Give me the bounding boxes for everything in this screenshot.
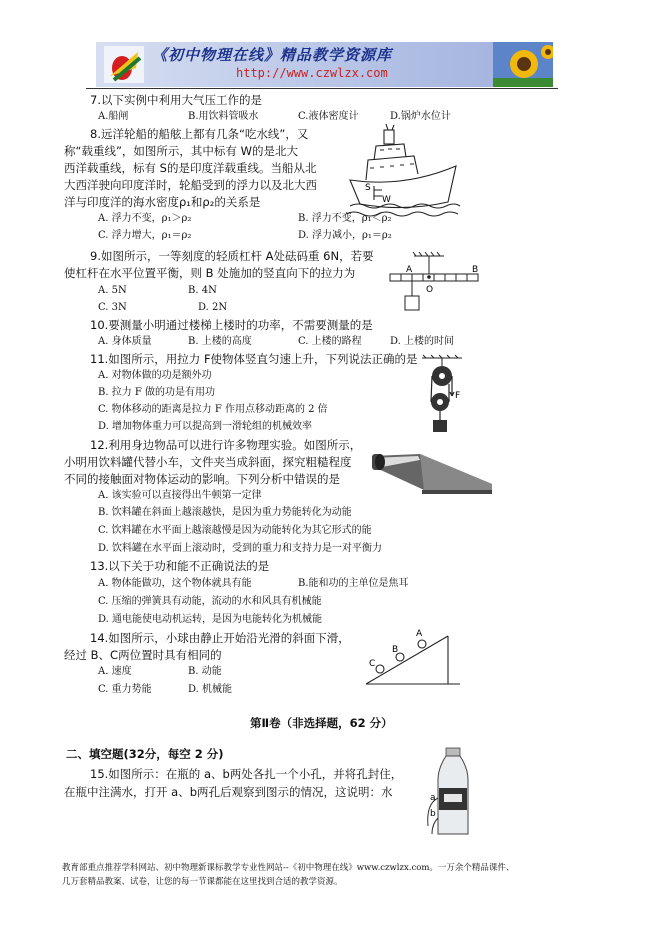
q8-line2: 称“载重线”，如图所示，其中标有 W的是北大 (64, 144, 298, 158)
bottle-figure (424, 746, 494, 838)
q14-option-a: A. 速度 (98, 666, 132, 677)
q8-line1: 8.远洋轮船的船舷上都有几条“吃水线”，又 (90, 127, 309, 141)
q13-option-d: D. 通电能使电动机运转，是因为电能转化为机械能 (98, 614, 323, 625)
q8-option-b: B. 浮力不变，ρ₁＜ρ₂ (298, 213, 392, 224)
q11-stem: 11.如图所示，用拉力 F使物体竖直匀速上升，下列说法正确的是 (90, 352, 418, 366)
pulley-label-f: F (455, 391, 461, 401)
q12-line2: 小明用饮料罐代替小车，文件夹当成斜面，探究粗糙程度 (64, 455, 352, 469)
lever-label-b: B (472, 265, 479, 275)
q7-option-a: A.船闸 (98, 111, 129, 122)
q12-option-d: D. 饮料罐在水平面上滚动时，受到的重力和支持力是一对平衡力 (98, 543, 383, 554)
q13-stem: 13.以下关于功和能不正确说法的是 (90, 559, 270, 573)
q9-option-d: D. 2N (198, 302, 228, 313)
q8-option-a: A. 浮力不变，ρ₁＞ρ₂ (98, 213, 192, 224)
q14-line2: 经过 B、C两位置时具有相同的 (64, 648, 222, 662)
q14-option-b: B. 动能 (188, 666, 222, 677)
q8-option-c: C. 浮力增大，ρ₁＝ρ₂ (98, 230, 192, 241)
q7-stem: 7.以下实例中利用大气压工作的是 (90, 93, 262, 107)
q13-option-a: A. 物体能做功，这个物体就具有能 (98, 578, 252, 589)
q9-line2: 使杠杆在水平位置平衡，则 B 处施加的竖直向下的拉力为 (64, 266, 356, 280)
slope-label-b: B (392, 645, 399, 655)
q10-option-d: D. 上楼的时间 (390, 336, 455, 347)
q11-option-a: A. 对物体做的功是额外功 (98, 370, 212, 381)
lever-figure (384, 250, 494, 320)
lever-label-o: O (426, 285, 434, 295)
q12-option-a: A. 该实验可以直接得出牛顿第一定律 (98, 490, 262, 501)
q12-line3: 不同的接触面对物体运动的影响。下列分析中错误的是 (64, 472, 340, 486)
q11-option-d: D. 增加物体重力可以提高到一滑轮组的机械效率 (98, 421, 313, 432)
sunflower-icon (493, 42, 553, 87)
q7-option-b: B.用饮料管吸水 (188, 111, 259, 122)
q11-option-c: C. 物体移动的距离是拉力 F 作用点移动距离的 2 倍 (98, 404, 328, 415)
banner-title: 《初中物理在线》精品教学资源库 (152, 46, 393, 64)
ship-figure (344, 122, 462, 222)
q8-line4: 大西洋驶向印度洋时，轮船受到的浮力以及北大西 (64, 178, 317, 192)
q10-option-a: A. 身体质量 (98, 336, 152, 347)
q9-line1: 9.如图所示，一等刻度的轻质杠杆 A处砝码重 6N，若要 (90, 249, 374, 263)
fill-blank-section-title: 二、填空题(32分，每空 2 分) (66, 747, 224, 761)
slope-balls-figure (360, 622, 464, 688)
slope-label-c: C (369, 659, 376, 669)
header-rule (86, 88, 558, 89)
q13-option-b: B.能和功的主单位是焦耳 (298, 578, 409, 589)
ship-label-w: W (382, 195, 391, 205)
q12-option-c: C. 饮料罐在水平面上越滚越慢是因为动能转化为其它形式的能 (98, 525, 372, 536)
q10-stem: 10.要测量小明通过楼梯上楼时的功率，不需要测量的是 (90, 318, 373, 332)
bottle-label-b: b (430, 809, 436, 819)
q15-line1: 15.如图所示：在瓶的 a、b两处各扎一个小孔，并将孔封住， (90, 767, 403, 781)
can-incline-figure (364, 446, 500, 498)
slope-label-a: A (416, 629, 423, 639)
q15-line2: 在瓶中注满水，打开 a、b两孔后观察到图示的情况，这说明：水 (64, 785, 393, 799)
q11-option-b: B. 拉力 F 做的功是有用功 (98, 387, 216, 398)
q8-option-d: D. 浮力减小，ρ₁＝ρ₂ (298, 230, 392, 241)
lever-label-a: A (406, 265, 413, 275)
q8-line3: 西洋载重线，标有 S的是印度洋载重线。当船从北 (64, 161, 317, 175)
footer-line1: 教育部重点推荐学科网站、初中物理新课标教学专业性网站--《初中物理在线》www.czwlzx.com。一万余个精品课件、 (62, 863, 515, 873)
bottle-label-a: a (430, 793, 436, 803)
q13-option-c: C. 压缩的弹簧具有动能，流动的水和风具有机械能 (98, 596, 322, 607)
pulley-figure (418, 354, 466, 440)
part2-title: 第Ⅱ卷（非选择题，62 分） (250, 716, 393, 730)
q7-option-d: D.锅炉水位计 (390, 111, 451, 122)
q14-option-d: D. 机械能 (188, 684, 233, 695)
q12-option-b: B. 饮料罐在斜面上越滚越快，是因为重力势能转化为动能 (98, 507, 352, 518)
q14-line1: 14.如图所示，小球由静止开始沿光滑的斜面下滑， (90, 631, 350, 645)
q7-option-c: C.液体密度计 (298, 111, 359, 122)
q14-option-c: C. 重力势能 (98, 684, 152, 695)
q10-option-b: B. 上楼的高度 (188, 336, 252, 347)
ship-label-s: S (365, 183, 371, 193)
logo-icon (104, 46, 144, 83)
footer-line2: 几万套精品教案、试卷，让您的每一节课都能在这里找到合适的教学资源。 (62, 877, 343, 887)
q9-option-b: B. 4N (188, 285, 217, 296)
q10-option-c: C. 上楼的路程 (298, 336, 362, 347)
q9-option-a: A. 5N (98, 285, 127, 296)
q9-option-c: C. 3N (98, 302, 127, 313)
q12-line1: 12.利用身边物品可以进行许多物理实验。如图所示， (90, 438, 362, 452)
banner-url[interactable]: http://www.czwlzx.com (236, 66, 388, 80)
q8-line5: 洋与印度洋的海水密度ρ₁和ρ₂的关系是 (64, 195, 261, 209)
